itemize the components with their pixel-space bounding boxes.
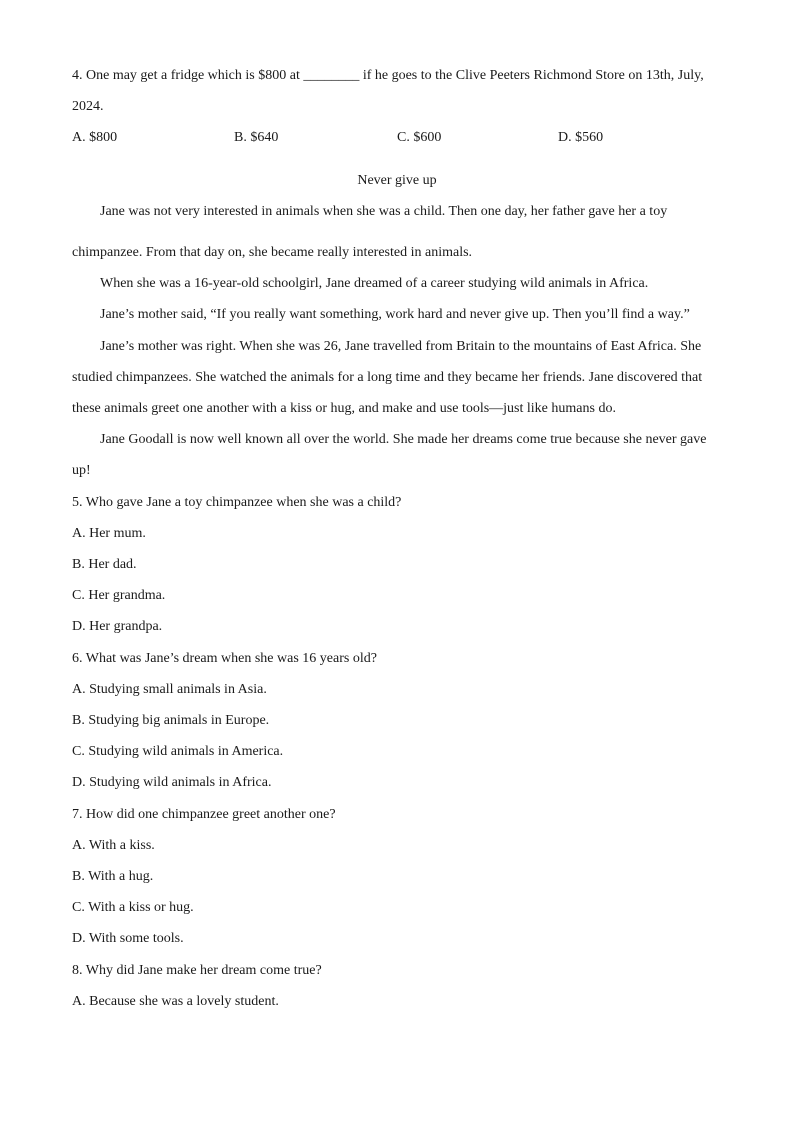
q4-option-d: D. $560 [558,130,604,145]
q7-option-c: C. With a kiss or hug. [72,900,194,915]
q5-option-a: A. Her mum. [72,526,146,541]
q4-stem: 4. One may get a fridge which is $800 at ________ if he goes to the Clive Peeters Richmond Store on 13th, July, [72,68,704,83]
q6-stem: 6. What was Jane’s dream when she was 16 years old? [72,651,377,666]
passage-line: up! [72,463,91,478]
q8-option-a: A. Because she was a lovely student. [72,994,279,1009]
q6-option-d: D. Studying wild animals in Africa. [72,775,272,790]
passage-line: chimpanzee. From that day on, she became really interested in animals. [72,245,473,260]
passage-line: studied chimpanzees. She watched the animals for a long time and they became her friends. Jane discovered that [72,370,703,385]
q4-option-b: B. $640 [234,130,279,145]
q7-option-b: B. With a hug. [72,869,154,884]
q6-option-c: C. Studying wild animals in America. [72,744,284,759]
q6-option-b: B. Studying big animals in Europe. [72,713,270,728]
passage-line: When she was a 16-year-old schoolgirl, Jane dreamed of a career studying wild animals in Africa. [100,276,649,291]
q8-stem: 8. Why did Jane make her dream come true? [72,963,322,978]
q5-option-b: B. Her dad. [72,557,137,572]
q5-option-c: C. Her grandma. [72,588,166,603]
passage-line: these animals greet one another with a kiss or hug, and make and use tools—just like humans do. [72,401,616,416]
passage-line: Jane’s mother said, “If you really want something, work hard and never give up. Then you’ll find a way.” [100,307,690,322]
passage-line: Jane was not very interested in animals when she was a child. Then one day, her father gave her a toy [100,204,668,219]
q5-stem: 5. Who gave Jane a toy chimpanzee when she was a child? [72,495,402,510]
q6-option-a: A. Studying small animals in Asia. [72,682,267,697]
passage-title: Never give up [357,173,437,188]
q4-stem-continued: 2024. [72,99,104,114]
q7-option-a: A. With a kiss. [72,838,155,853]
passage-line: Jane’s mother was right. When she was 26, Jane travelled from Britain to the mountains of East Africa. She [100,339,702,354]
q4-option-c: C. $600 [397,130,442,145]
q7-stem: 7. How did one chimpanzee greet another one? [72,807,336,822]
q5-option-d: D. Her grandpa. [72,619,163,634]
q4-option-a: A. $800 [72,130,118,145]
passage-line: Jane Goodall is now well known all over the world. She made her dreams come true because she never gave [100,432,707,447]
q7-option-d: D. With some tools. [72,931,184,946]
